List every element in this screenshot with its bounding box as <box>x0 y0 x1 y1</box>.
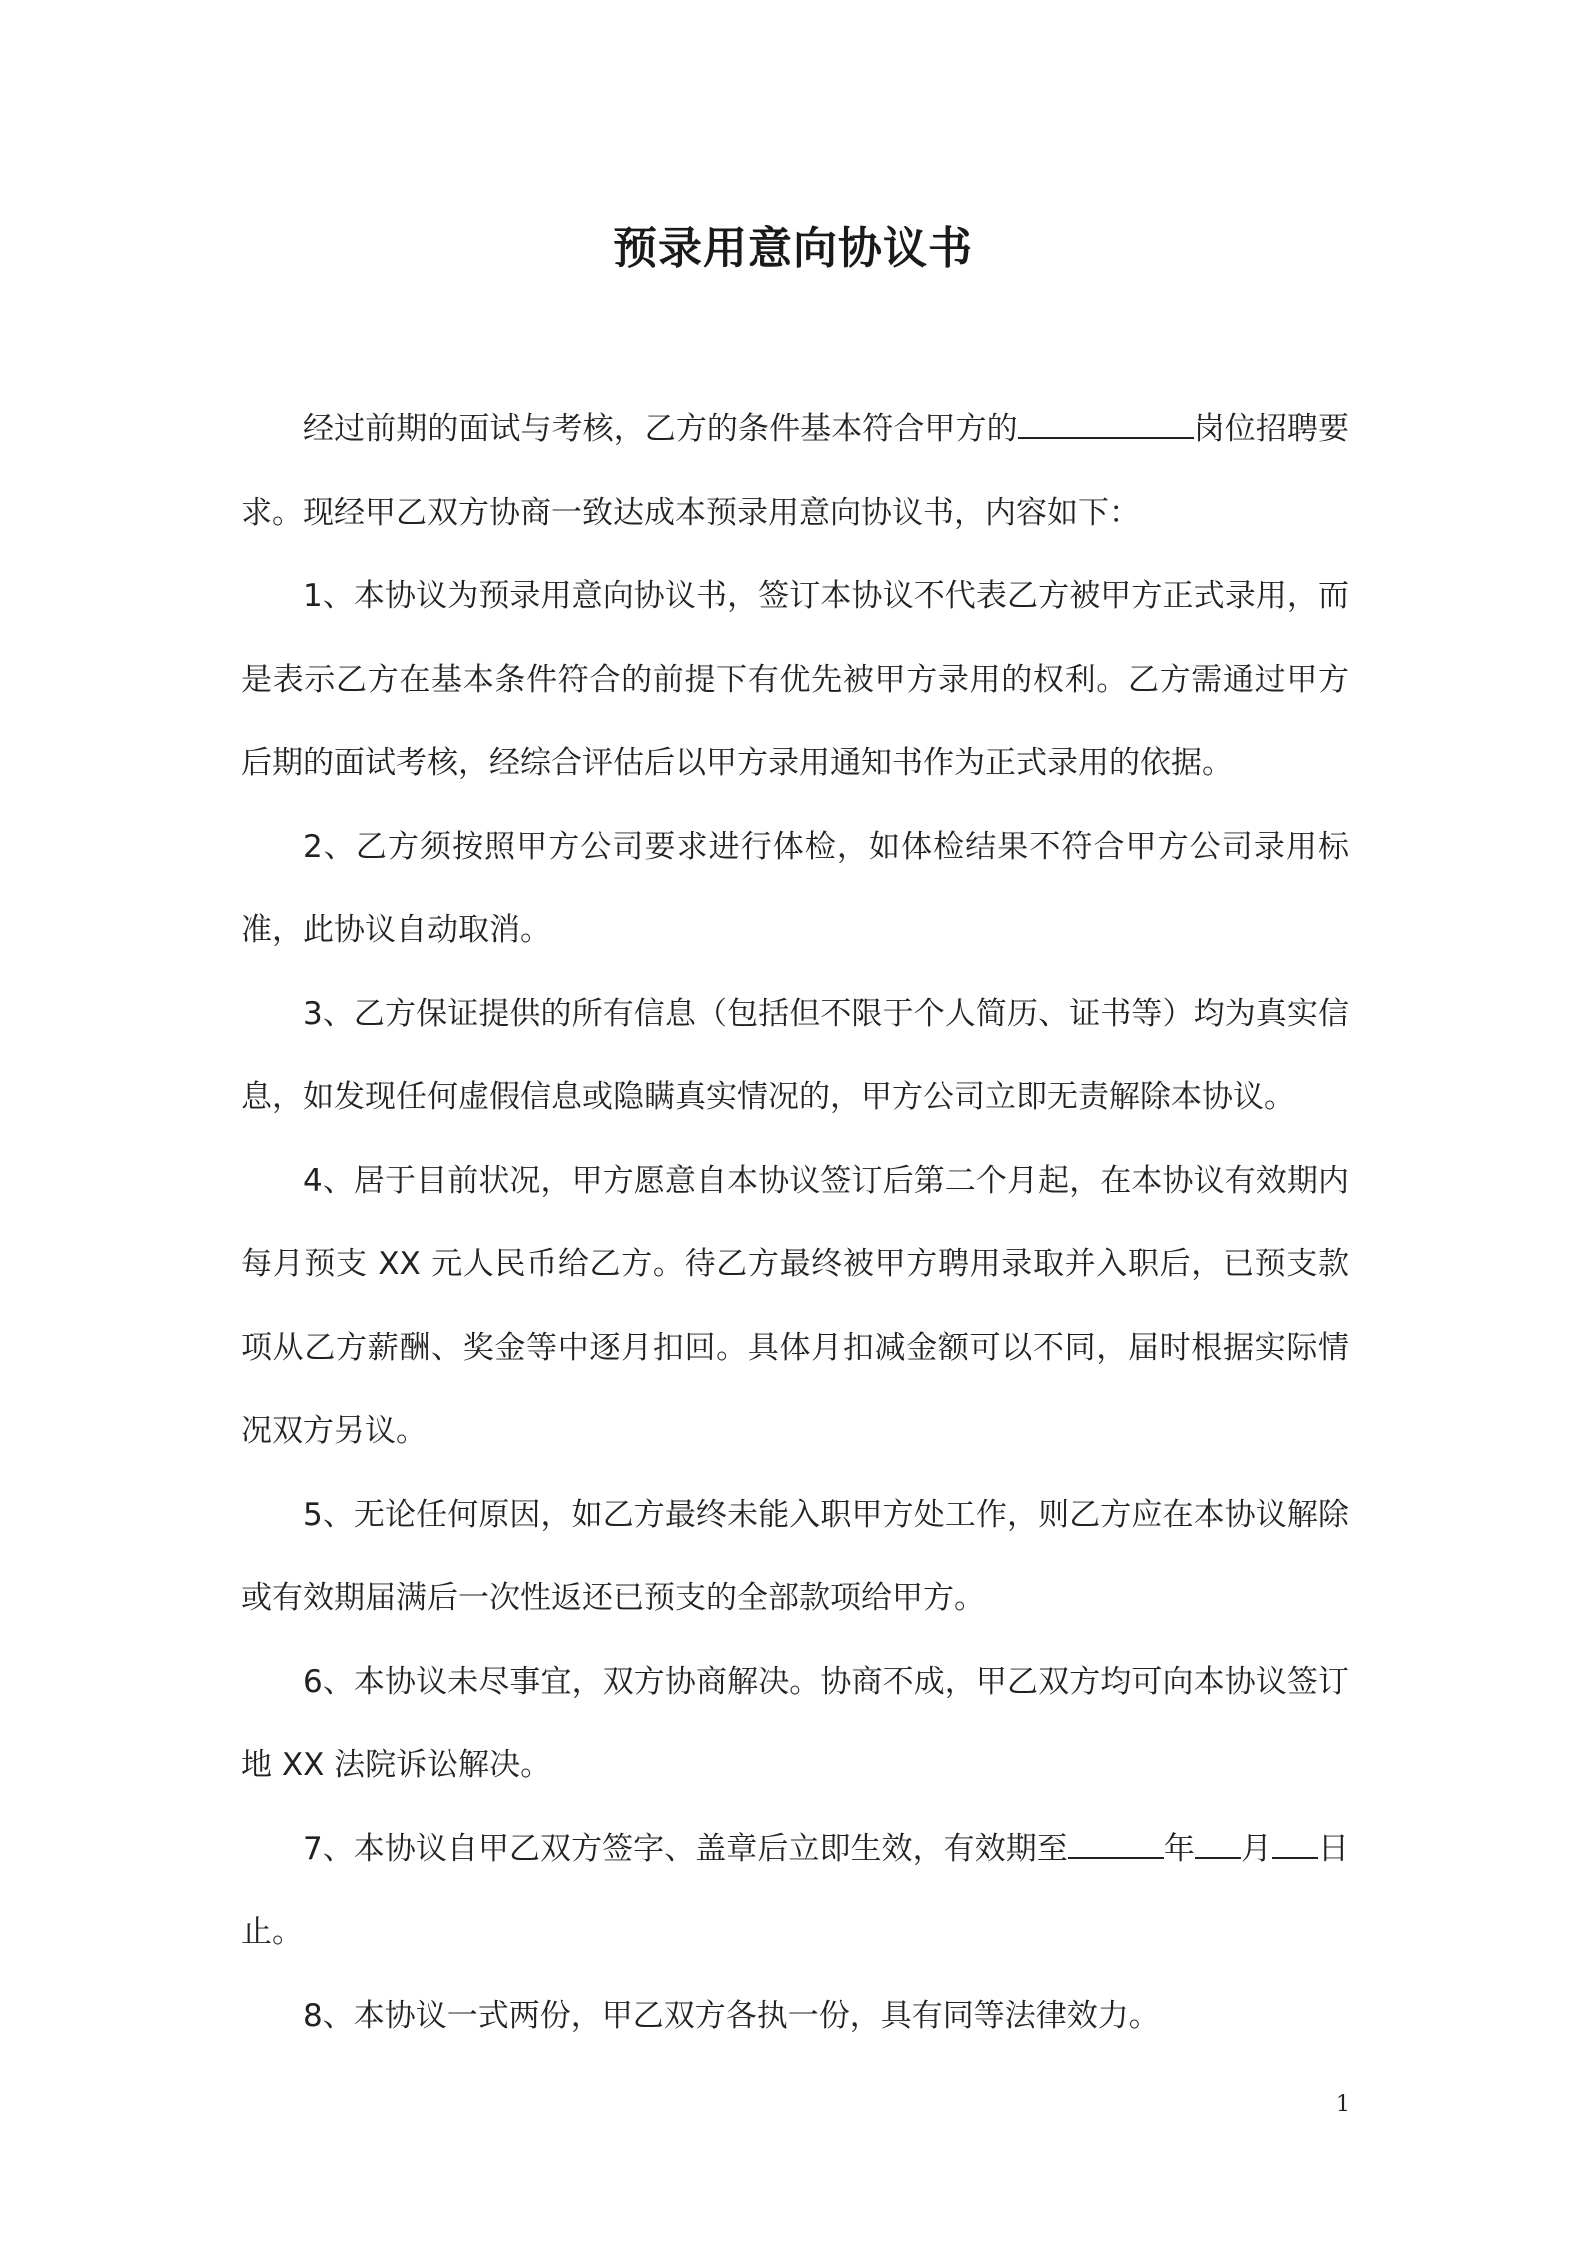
day-label: 日 <box>1317 1830 1350 1867</box>
clause-8: 8、本协议一式两份，甲乙双方各执一份，具有同等法律效力。 <box>303 1997 1160 2034</box>
intro-paragraph <box>241 388 1349 555</box>
intro-text-2: 岗位招聘要求。现经甲乙双方协商一致达成本预录用意向协议书，内容如下： <box>241 411 1349 531</box>
document-title: 预录用意向协议书 <box>613 223 973 274</box>
clause-7-end: 止。 <box>241 1914 303 1950</box>
clause-7 <box>241 1808 1349 1975</box>
page-number: 1 <box>1336 2092 1350 2117</box>
clause-3: 3、乙方保证提供的所有信息（包括但不限于个人简历、证书等）均为真实信息，如发现任何虚假信息或隐瞒真实情况的，甲方公司立即无责解除本协议。 <box>241 995 1349 1115</box>
intro-text-1: 经过前期的面试与考核，乙方的条件基本符合甲方的 <box>303 411 1018 447</box>
position-blank <box>1018 397 1194 439</box>
document-body <box>241 388 1349 2058</box>
clause-1: 1、本协议为预录用意向协议书，签订本协议不代表乙方被甲方正式录用，而是表示乙方在基本条件符合的前提下有优先被甲方录用的权利。乙方需通过甲方后期的面试考核，经综合评估后以甲方录用通知书作为正式录用的依据。 <box>241 578 1349 781</box>
clause-2: 2、乙方须按照甲方公司要求进行体检，如体检结果不符合甲方公司录用标准，此协议自动取消。 <box>241 828 1349 948</box>
year-blank <box>1068 1817 1164 1859</box>
month-label: 月 <box>1240 1830 1272 1867</box>
year-label: 年 <box>1163 1830 1195 1867</box>
clause-7-text: 7、本协议自甲乙双方签字、盖章后立即生效，有效期至 <box>303 1830 1068 1867</box>
clause-5: 5、无论任何原因，如乙方最终未能入职甲方处工作，则乙方应在本协议解除或有效期届满后一次性返还已预支的全部款项给甲方。 <box>241 1496 1349 1616</box>
clause-4: 4、居于目前状况，甲方愿意自本协议签订后第二个月起，在本协议有效期内每月预支 XX 元人民币给乙方。待乙方最终被甲方聘用录取并入职后，已预支款项从乙方薪酬、奖金等中逐月扣回。具体月扣减金额可以不同，届时根据实际情况双方另议。 <box>241 1162 1349 1449</box>
clause-6: 6、本协议未尽事宜，双方协商解决。协商不成，甲乙双方均可向本协议签订地 XX 法院诉讼解决。 <box>241 1663 1349 1783</box>
month-blank <box>1195 1817 1241 1859</box>
day-blank <box>1272 1817 1318 1859</box>
